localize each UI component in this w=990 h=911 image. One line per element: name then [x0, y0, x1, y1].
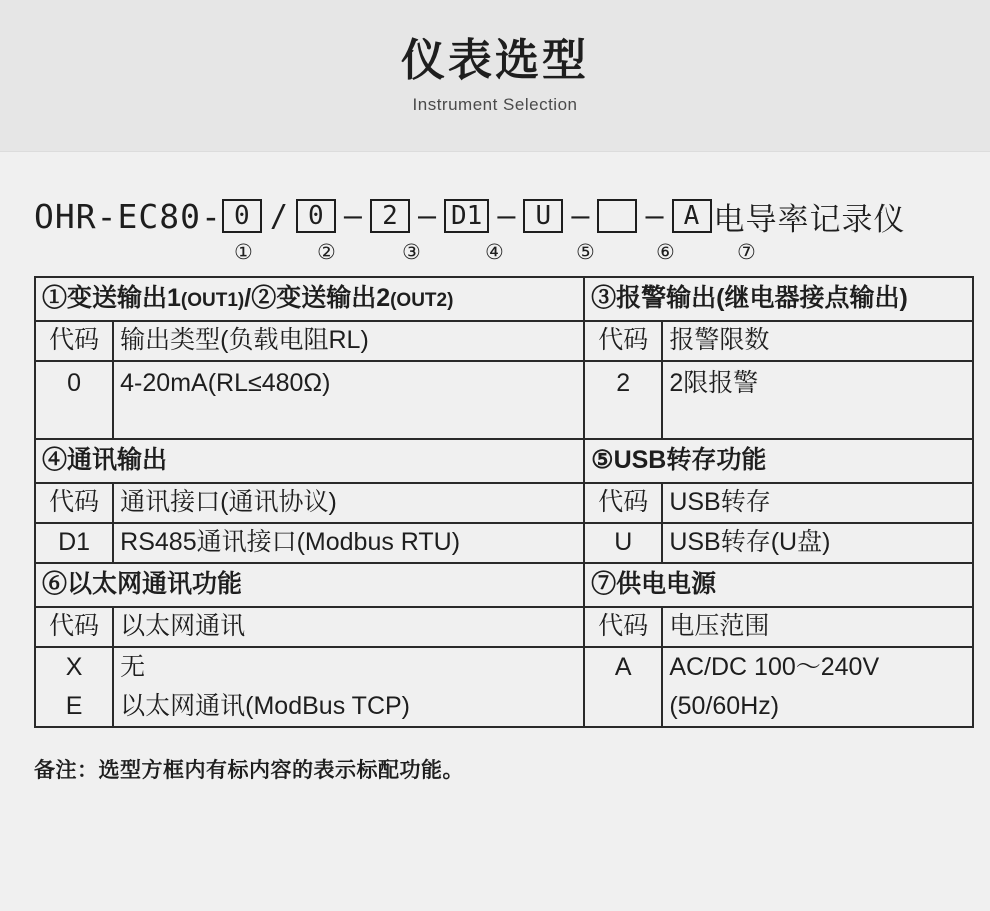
table-row [35, 361, 973, 439]
power-code-0: A [584, 647, 662, 687]
table-row [35, 523, 973, 563]
index-mark-7: ⑦ [737, 240, 756, 264]
comm-desc-0: RS485通讯接口(Modbus RTU) [113, 523, 584, 563]
eth-desc-1: 以太网通讯(ModBus TCP) [113, 687, 584, 727]
section-header-alarm: ③报警输出(继电器接点输出) [584, 277, 973, 321]
out-code-0: 0 [35, 361, 113, 439]
comm-code-0: D1 [35, 523, 113, 563]
table-row [35, 321, 973, 361]
model-code-box-5: U [523, 199, 563, 233]
col-label-usb-desc: USB转存 [662, 483, 973, 523]
alarm-desc-0: 2限报警 [662, 361, 973, 439]
footer-note: 备注：选型方框内有标内容的表示标配功能。 [34, 759, 464, 782]
model-code-box-7: A [672, 199, 712, 233]
model-code-line [34, 194, 972, 238]
model-code-suffix: 电导率记录仪 [713, 201, 906, 237]
col-label-usb-code: 代码 [584, 483, 662, 523]
model-code-box-1: 0 [222, 199, 262, 233]
section-header-out2-sub: (OUT2) [390, 290, 454, 312]
col-label-power-desc: 电压范围 [662, 607, 973, 647]
page-header [0, 0, 990, 152]
table-row [35, 563, 973, 607]
col-label-comm-code: 代码 [35, 483, 113, 523]
col-label-eth-desc: 以太网通讯 [113, 607, 584, 647]
model-code-separator-4: – [497, 198, 516, 234]
model-code-separator-1: / [269, 198, 288, 234]
table-row [35, 607, 973, 647]
table-row [35, 277, 973, 321]
eth-code-1: E [35, 687, 113, 727]
index-mark-5: ⑤ [576, 240, 595, 264]
power-desc-0: AC/DC 100～240V [662, 647, 973, 687]
model-code-box-3: 2 [370, 199, 410, 233]
power-desc-1: (50/60Hz) [662, 687, 973, 727]
model-code-separator-2: – [343, 198, 362, 234]
usb-desc-0: USB转存(U盘) [662, 523, 973, 563]
col-label-alarm-desc: 报警限数 [662, 321, 973, 361]
page-title: 仪表选型 [401, 36, 589, 86]
col-label-power-code: 代码 [584, 607, 662, 647]
section-header-ethernet: ⑥以太网通讯功能 [35, 563, 584, 607]
section-header-out2: ②变送输出2 [251, 284, 391, 313]
index-mark-2: ② [317, 240, 336, 264]
section-header-out [35, 277, 584, 321]
section-header-out1-sub: (OUT1) [180, 290, 245, 312]
col-label-out-code: 代码 [35, 321, 113, 361]
section-header-usb: ⑤USB转存功能 [584, 439, 973, 483]
table-row [35, 647, 973, 687]
section-header-comm: ④通讯输出 [35, 439, 584, 483]
table-row [35, 687, 973, 727]
index-mark-1: ① [234, 240, 253, 264]
model-code-index-row [34, 240, 972, 270]
eth-desc-0: 无 [113, 647, 584, 687]
model-code-prefix: OHR-EC80- [34, 196, 222, 236]
section-header-out1: ①变送输出1 [42, 284, 181, 313]
section-header-slash: / [244, 284, 252, 313]
model-code-separator-3: – [417, 198, 436, 234]
out-desc-0: 4-20mA(RL≤480Ω) [113, 361, 584, 439]
model-code-separator-5: – [571, 198, 590, 234]
table-row [35, 483, 973, 523]
content-area [0, 194, 990, 784]
usb-code-0: U [584, 523, 662, 563]
model-code-box-6 [597, 199, 637, 233]
col-label-out-desc: 输出类型(负载电阻RL) [113, 321, 584, 361]
index-mark-3: ③ [402, 240, 421, 264]
index-mark-4: ④ [485, 240, 504, 264]
index-mark-6: ⑥ [656, 240, 675, 264]
selection-table [34, 276, 974, 728]
section-header-power: ⑦供电电源 [584, 563, 973, 607]
col-label-alarm-code: 代码 [584, 321, 662, 361]
model-code-box-2: 0 [296, 199, 336, 233]
table-row [35, 439, 973, 483]
page-subtitle: Instrument Selection [412, 94, 578, 114]
col-label-eth-code: 代码 [35, 607, 113, 647]
power-code-1 [584, 687, 662, 727]
model-code-box-4: D1 [444, 199, 489, 233]
col-label-comm-desc: 通讯接口(通讯协议) [113, 483, 584, 523]
model-code-separator-6: – [645, 198, 664, 234]
eth-code-0: X [35, 647, 113, 687]
alarm-code-0: 2 [584, 361, 662, 439]
